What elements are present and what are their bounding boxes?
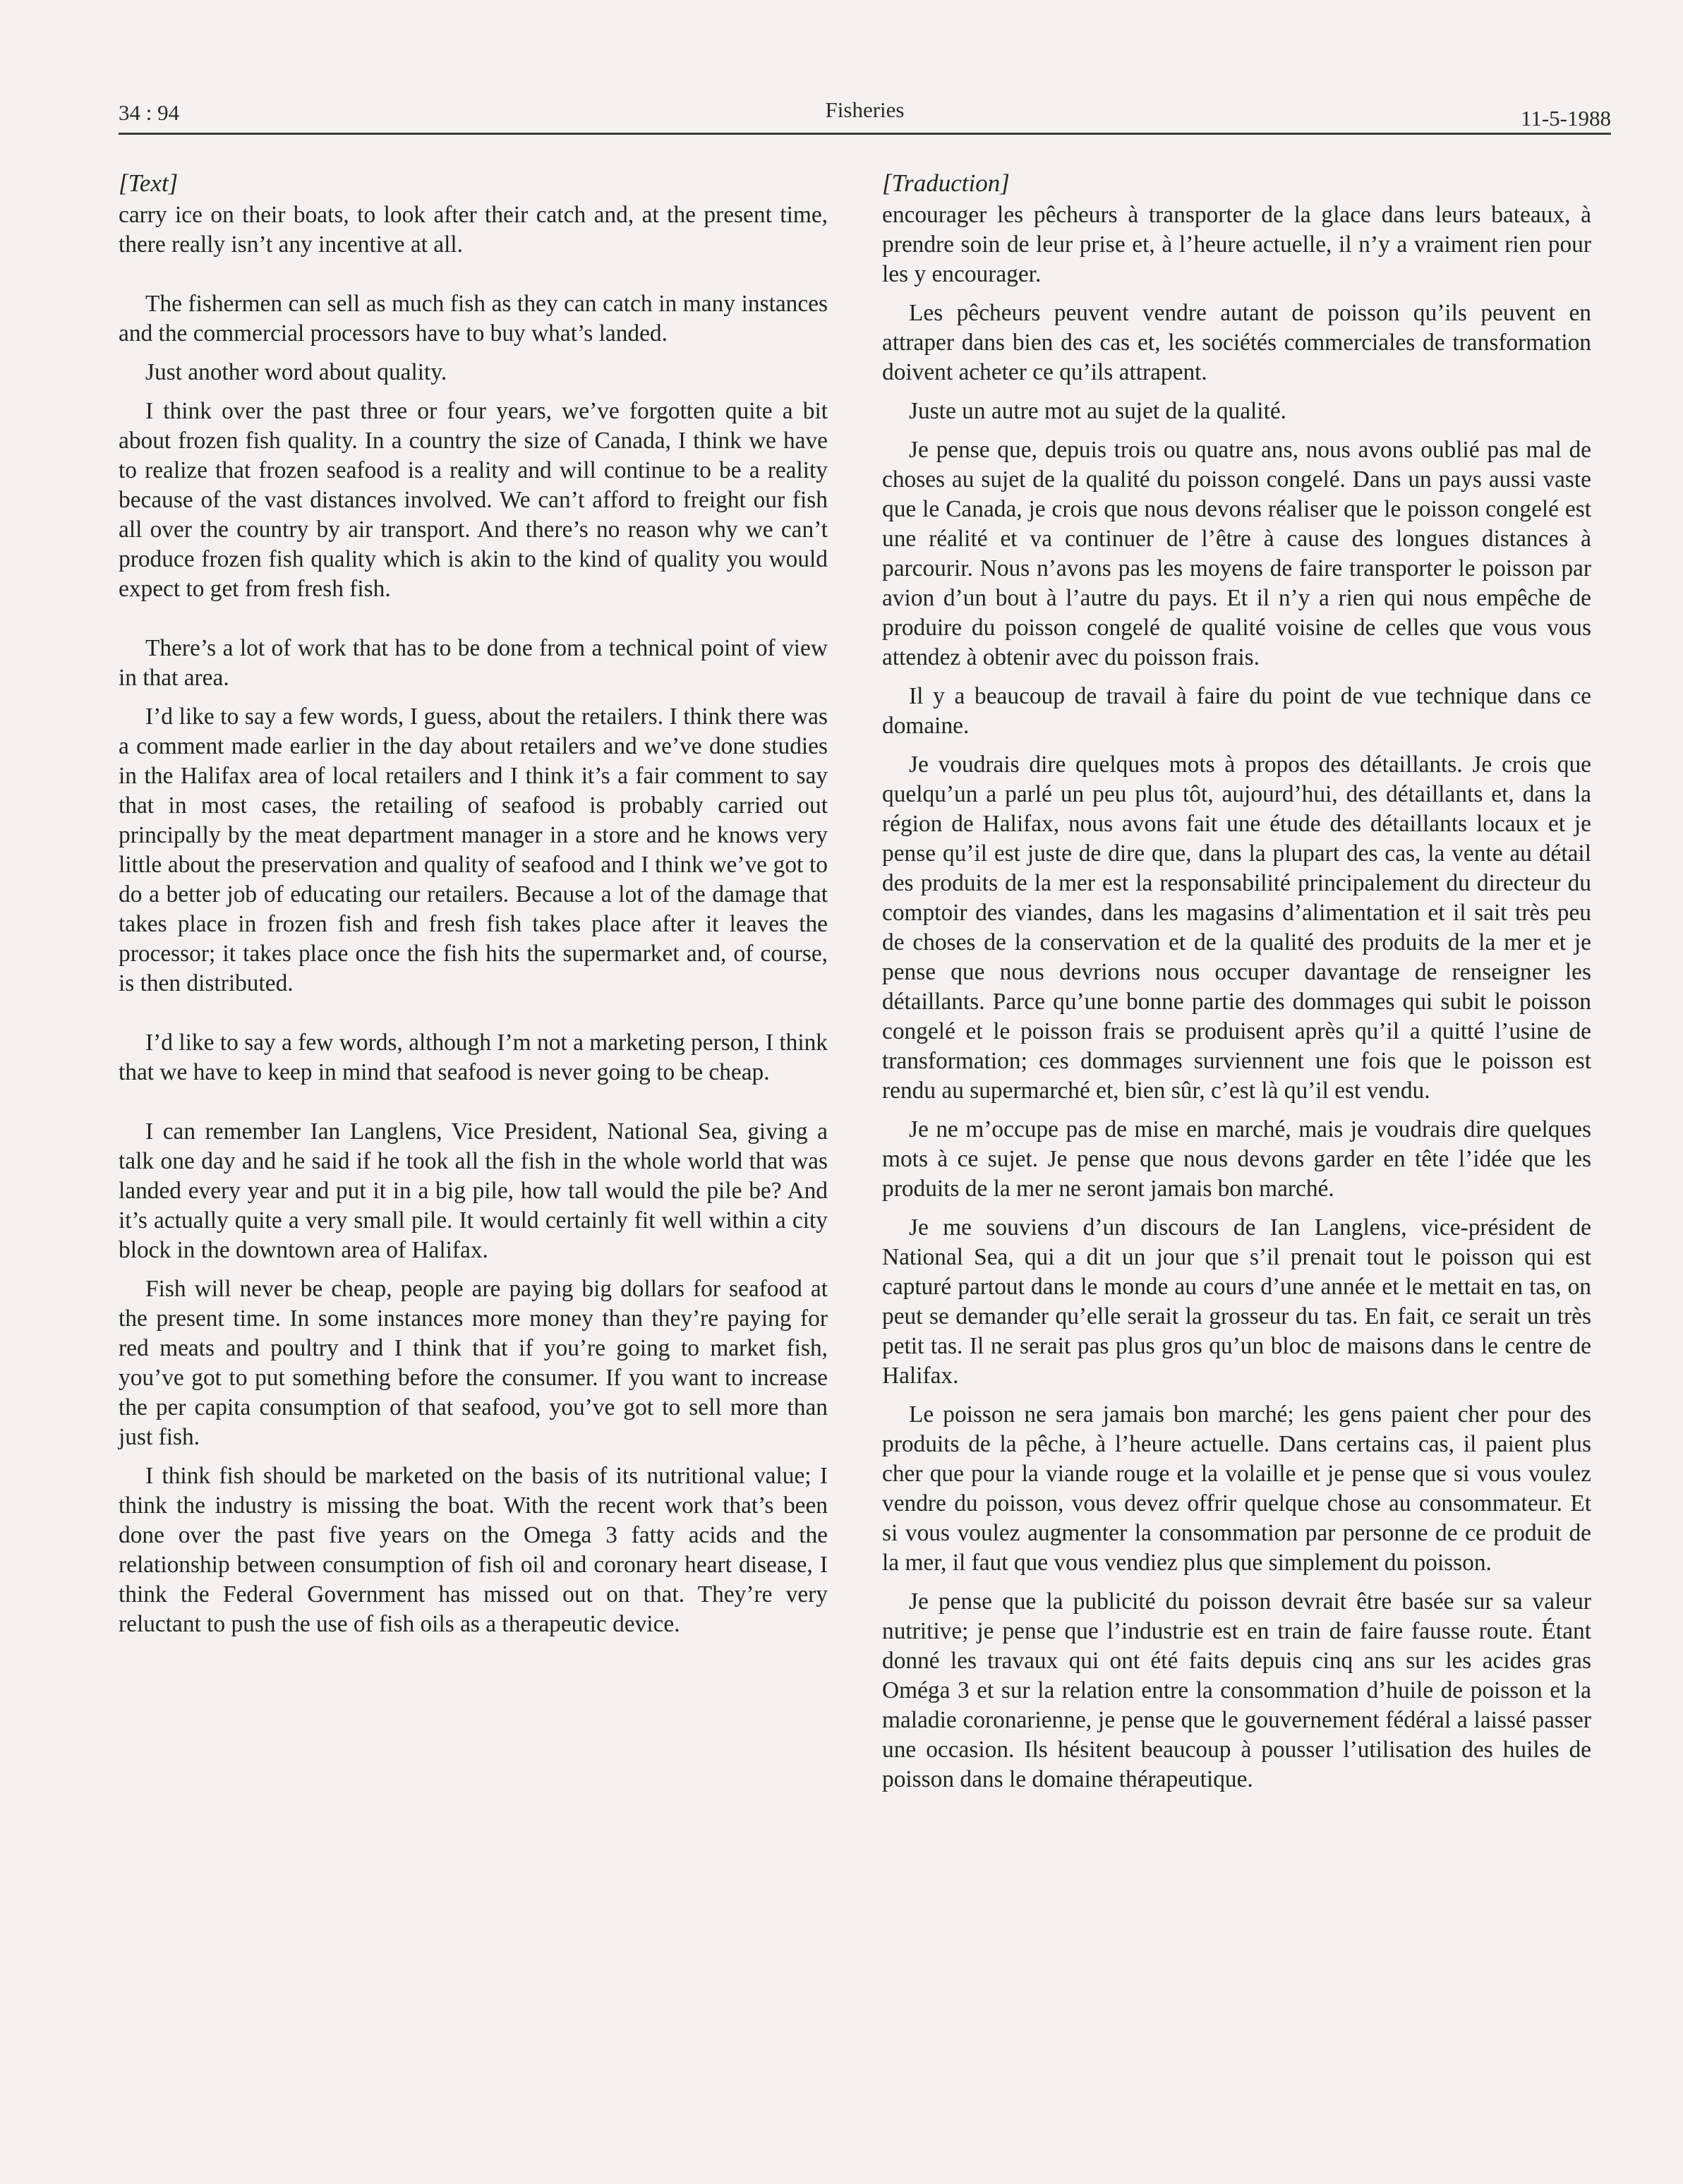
- paragraph: Je me souviens d’un discours de Ian Langlens, vice-président de National Sea, qui a dit un jour que s’il prenait tout le poisson qui est capturé partout dans le monde au cours d’une année et le mettait en tas, on peut se demander qu’elle serait la grosseur du tas. En fait, ce serait un très petit tas. Il ne serait pas plus gros qu’un bloc de maisons dans le centre de Halifax.: [882, 1214, 1591, 1389]
- french-column: [882, 169, 1591, 1804]
- header-date: 11-5-1988: [1521, 106, 1611, 131]
- paragraph: Il y a beaucoup de travail à faire du point de vue technique dans ce domaine.: [882, 683, 1591, 739]
- paragraph: Les pêcheurs peuvent vendre autant de poisson qu’ils peuvent en attraper dans bien des cas et, les sociétés commerciales de transformation doivent acheter ce qu’ils attrapent.: [882, 300, 1591, 385]
- english-column: [119, 169, 828, 1648]
- paragraph: carry ice on their boats, to look after their catch and, at the present time, there really isn’t any incentive at all.: [119, 202, 828, 258]
- paragraph: There’s a lot of work that has to be done from a technical point of view in that area.: [119, 635, 828, 691]
- paragraph: I think over the past three or four years, we’ve forgotten quite a bit about frozen fish quality. In a country the size of Canada, I think we have to realize that frozen seafood is a reality and will continue to be a reality because of the vast distances involved. We can’t afford to freight our fish all over the country by air transport. And there’s no reason why we can’t produce frozen fish quality which is akin to the kind of quality you would expect to get from fresh fish.: [119, 398, 828, 602]
- paragraph: Je voudrais dire quelques mots à propos des détaillants. Je crois que quelqu’un a parlé un peu plus tôt, aujourd’hui, des détaillants et, dans la région de Halifax, nous avons fait une étude des détaillants locaux et je pense qu’il est juste de dire que, dans la plupart des cas, la vente au détail des produits de la mer est la responsabilité principalement du directeur du comptoir des viandes, dans les magasins d’alimentation et il sait très peu de choses de la conservation et de la qualité des produits de la mer et je pense que nous devrions nous occuper davantage de renseigner les détaillants. Parce qu’une bonne partie des dommages qui subit le poisson congelé et le poisson frais se produisent après qu’il a quitté l’usine de transformation; ces dommages surviennent une fois que le poisson est rendu au supermarché et, bien sûr, c’est là qu’il est vendu.: [882, 752, 1591, 1104]
- column-label-traduction: [Traduction]: [882, 169, 1010, 197]
- paragraph: Fish will never be cheap, people are paying big dollars for seafood at the present time. In some instances more money than they’re paying for red meats and poultry and I think that if you’re going to market fish, you’ve got to put something before the consumer. If you want to increase the per capita consumption of that seafood, you’ve got to sell more than just fish.: [119, 1276, 828, 1450]
- paragraph: Je pense que, depuis trois ou quatre ans, nous avons oublié pas mal de choses au sujet de la qualité du poisson congelé. Dans un pays aussi vaste que le Canada, je crois que nous devons réaliser que le poisson congelé est une réalité et va continuer de l’être à cause des longues distances à parcourir. Nous n’avons pas les moyens de faire transporter le poisson par avion d’un bout à l’autre du pays. Et il n’y a rien qui nous empêche de produire du poisson congelé de qualité voisine de celles que vous vous attendez à obtenir avec du poisson frais.: [882, 437, 1591, 670]
- paragraph: Juste un autre mot au sujet de la qualité.: [909, 398, 1287, 424]
- running-title: Fisheries: [825, 97, 905, 122]
- paragraph: Je pense que la publicité du poisson devrait être basée sur sa valeur nutritive; je pense que l’industrie est en train de faire fausse route. Étant donné les travaux qui ont été faits depuis cinq ans sur les acides gras Oméga 3 et sur la relation entre la consommation d’huile de poisson et la maladie coronarienne, je pense que le gouvernement fédéral a laissé passer une occasion. Ils hésitent beaucoup à pousser l’utilisation des huiles de poisson dans le domaine thérapeutique.: [882, 1588, 1591, 1792]
- paragraph: I’d like to say a few words, I guess, about the retailers. I think there was a comment made earlier in the day about retailers and we’ve done studies in the Halifax area of local retailers and I think it’s a fair comment to say that in most cases, the retailing of seafood is probably carried out principally by the meat department manager in a store and he knows very little about the preservation and quality of seafood and I think we’ve got to do a better job of educating our retailers. Because a lot of the damage that takes place in frozen fish and fresh fish takes place after it leaves the processor; it takes place once the fish hits the supermarket and, of course, is then distributed.: [119, 704, 828, 996]
- paragraph: Just another word about quality.: [145, 359, 447, 385]
- page-number: 34 : 94: [119, 100, 180, 125]
- paragraph: The fishermen can sell as much fish as they can catch in many instances and the commercial processors have to buy what’s landed.: [119, 291, 828, 346]
- paragraph: Le poisson ne sera jamais bon marché; les gens paient cher pour des produits de la pêche, à l’heure actuelle. Dans certains cas, il paient plus cher que pour la viande rouge et la volaille et je pense que si vous voulez vendre du poisson, vous devez offrir quelque chose au consommateur. Et si vous voulez augmenter la consommation par personne de ce produit de la mer, il faut que vous vendiez plus que simplement du poisson.: [882, 1401, 1591, 1576]
- paragraph: encourager les pêcheurs à transporter de la glace dans leurs bateaux, à prendre soin de leur prise et, à l’heure actuelle, il n’y a vraiment rien pour les y encourager.: [882, 202, 1591, 287]
- paragraph: Je ne m’occupe pas de mise en marché, mais je voudrais dire quelques mots à ce sujet. Je pense que nous devons garder en tête l’idée que les produits de la mer ne seront jamais bon marché.: [882, 1116, 1591, 1202]
- paragraph: I think fish should be marketed on the basis of its nutritional value; I think the industry is missing the boat. With the recent work that’s been done over the past five years on the Omega 3 fatty acids and the relationship between consumption of fish oil and coronary heart disease, I think the Federal Government has missed out on that. They’re very reluctant to push the use of fish oils as a therapeutic device.: [119, 1463, 828, 1637]
- paragraph: I can remember Ian Langlens, Vice President, National Sea, giving a talk one day and he said if he took all the fish in the whole world that was landed every year and put it in a big pile, how tall would the pile be? And it’s actually quite a very small pile. It would certainly fit well within a city block in the downtown area of Halifax.: [119, 1118, 828, 1263]
- header-rule: [119, 133, 1611, 135]
- column-label-text: [Text]: [119, 169, 179, 197]
- page-header: [119, 97, 1611, 133]
- paragraph: I’d like to say a few words, although I’m not a marketing person, I think that we have to keep in mind that seafood is never going to be cheap.: [119, 1030, 828, 1085]
